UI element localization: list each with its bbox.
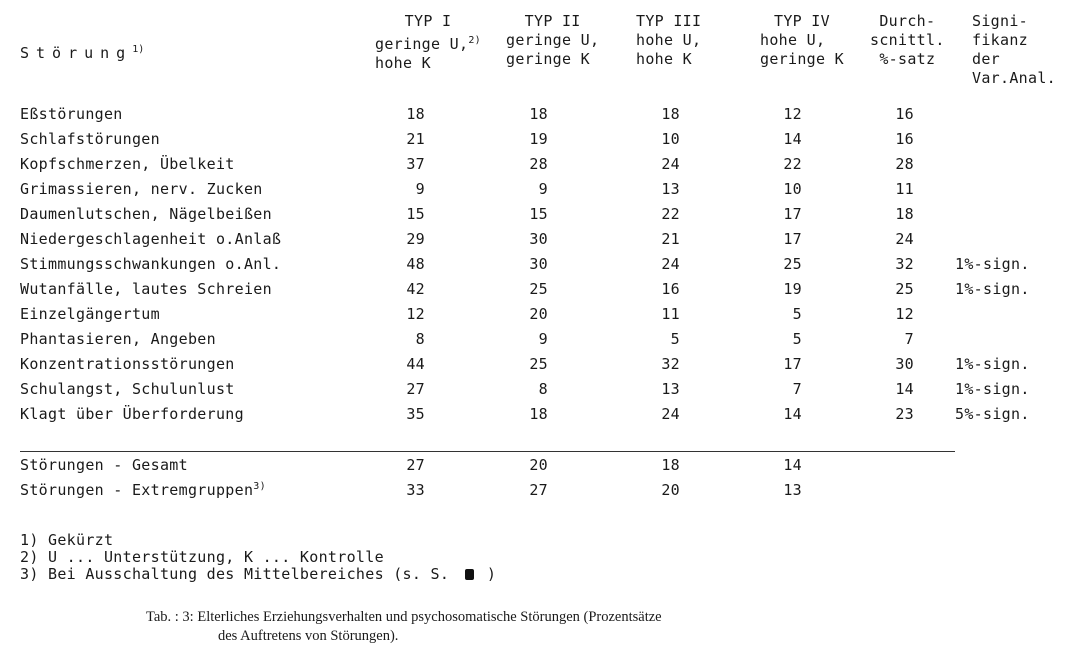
cell-typ-4: 12 — [783, 105, 802, 123]
cell-average: 18 — [895, 205, 914, 223]
cell-typ-3: 11 — [661, 305, 680, 323]
cell-average: 16 — [895, 105, 914, 123]
row-label: Schulangst, Schulunlust — [20, 380, 235, 398]
cell-typ-4: 7 — [792, 380, 802, 398]
cell-typ-3: 16 — [661, 280, 680, 298]
row-label: Schlafstörungen — [20, 130, 160, 148]
cell-typ-1: 9 — [415, 180, 425, 198]
cell-typ-2: 30 — [529, 230, 548, 248]
cell-typ-3: 24 — [661, 405, 680, 423]
cell-significance: 1%-sign. — [955, 280, 1030, 298]
cell-typ-1: 12 — [406, 305, 425, 323]
cell-significance: 5%-sign. — [955, 405, 1030, 423]
typ-2-line2: geringe K — [506, 50, 590, 68]
cell-typ-3: 24 — [661, 155, 680, 173]
row-label: Einzelgängertum — [20, 305, 160, 323]
footnote-3-close: ) — [486, 565, 497, 583]
table-row — [0, 155, 1072, 179]
column-header-typ-3 — [636, 12, 701, 69]
cell-typ-2: 20 — [529, 305, 548, 323]
cell-average: 32 — [895, 255, 914, 273]
cell-typ-2: 15 — [529, 205, 548, 223]
cell-typ-1: 27 — [406, 380, 425, 398]
cell-typ-3: 13 — [661, 180, 680, 198]
cell-typ-2: 19 — [529, 130, 548, 148]
cell-typ-2: 9 — [538, 330, 548, 348]
cell-typ-3: 22 — [661, 205, 680, 223]
cell-typ-3: 24 — [661, 255, 680, 273]
cell-typ-3: 13 — [661, 380, 680, 398]
typ-2-title: TYP II — [524, 12, 581, 30]
table-row — [0, 305, 1072, 329]
typ-2-line1: geringe U, — [506, 31, 600, 49]
cell-typ-1: 15 — [406, 205, 425, 223]
caption-line2: des Auftretens von Störungen). — [218, 628, 399, 644]
cell-typ-2: 8 — [538, 380, 548, 398]
cell-average: 24 — [895, 230, 914, 248]
table-row — [0, 230, 1072, 254]
footnote-3-text: 3) Bei Ausschaltung des Mittelbereiches (s. S. — [20, 565, 450, 583]
column-header-stoerung — [20, 44, 144, 62]
cell-typ-4: 14 — [783, 405, 802, 423]
cell-typ-4: 25 — [783, 255, 802, 273]
cell-typ-1: 37 — [406, 155, 425, 173]
typ-3-line1: hohe U, — [636, 31, 702, 49]
cell-typ-2: 18 — [529, 405, 548, 423]
table-row — [0, 405, 1072, 429]
row-label: Phantasieren, Angeben — [20, 330, 216, 348]
typ-1-line2: hohe K — [375, 54, 431, 72]
table-row — [0, 355, 1072, 379]
cell-typ-3: 32 — [661, 355, 680, 373]
row-label: Kopfschmerzen, Übelkeit — [20, 155, 235, 173]
footnote-2: 2) U ... Unterstützung, K ... Kontrolle — [20, 548, 384, 566]
cell-average: 7 — [904, 330, 914, 348]
cell-typ-1: 48 — [406, 255, 425, 273]
row-label: Eßstörungen — [20, 105, 123, 123]
row-label: Störungen - Gesamt — [20, 456, 188, 474]
row-label: Störungen - Extremgruppen$^{3)}$ — [20, 481, 266, 499]
cell-typ-2: 25 — [529, 280, 548, 298]
cell-typ-4: 14 — [783, 130, 802, 148]
cell-typ-4: 17 — [783, 355, 802, 373]
footnote-1: 1) Gekürzt — [20, 531, 114, 549]
caption-line1: Tab. : 3: Elterliches Erziehungsverhalten und psychosomatische Störungen (Prozentsätze — [146, 609, 662, 625]
table-caption — [146, 608, 662, 646]
ink-blot-icon — [465, 569, 474, 580]
table-row — [0, 180, 1072, 204]
column-header-typ-4 — [760, 12, 844, 69]
footnote-ref: 3) — [253, 481, 266, 492]
typ-1-line1: geringe U,$^{2)}$ — [375, 35, 481, 53]
avg-line2: scnittl. — [870, 31, 945, 49]
table-row — [0, 380, 1072, 404]
cell-typ-1: 35 — [406, 405, 425, 423]
table-row — [0, 330, 1072, 354]
cell-typ-2: 27 — [529, 481, 548, 499]
cell-typ-4: 10 — [783, 180, 802, 198]
cell-typ-1: 27 — [406, 456, 425, 474]
cell-typ-4: 22 — [783, 155, 802, 173]
cell-average: 16 — [895, 130, 914, 148]
cell-typ-2: 25 — [529, 355, 548, 373]
typ-4-title: TYP IV — [773, 12, 830, 30]
cell-significance: 1%-sign. — [955, 380, 1030, 398]
cell-average: 23 — [895, 405, 914, 423]
divider — [20, 451, 955, 452]
cell-typ-3: 10 — [661, 130, 680, 148]
cell-typ-1: 44 — [406, 355, 425, 373]
column-header-significance — [972, 12, 1056, 88]
column-header-typ-2 — [506, 12, 599, 69]
cell-average: 30 — [895, 355, 914, 373]
cell-significance: 1%-sign. — [955, 355, 1030, 373]
footnote-ref: 2) — [468, 35, 481, 46]
cell-typ-3: 20 — [661, 481, 680, 499]
typ-4-line1: hohe U, — [760, 31, 826, 49]
typ-3-line2: hohe K — [636, 50, 692, 68]
avg-line1: Durch- — [879, 12, 936, 30]
cell-typ-3: 5 — [670, 330, 680, 348]
row-label: Grimassieren, nerv. Zucken — [20, 180, 263, 198]
totals-row — [0, 481, 1072, 505]
cell-typ-4: 5 — [792, 330, 802, 348]
table-row — [0, 205, 1072, 229]
cell-typ-3: 21 — [661, 230, 680, 248]
cell-typ-2: 20 — [529, 456, 548, 474]
cell-typ-4: 14 — [783, 456, 802, 474]
cell-typ-2: 9 — [538, 180, 548, 198]
cell-average: 28 — [895, 155, 914, 173]
cell-typ-4: 5 — [792, 305, 802, 323]
table-row — [0, 255, 1072, 279]
row-label: Klagt über Überforderung — [20, 405, 244, 423]
table-row — [0, 105, 1072, 129]
cell-typ-1: 21 — [406, 130, 425, 148]
cell-typ-1: 18 — [406, 105, 425, 123]
cell-typ-1: 42 — [406, 280, 425, 298]
cell-typ-4: 19 — [783, 280, 802, 298]
row-label: Daumenlutschen, Nägelbeißen — [20, 205, 272, 223]
cell-typ-3: 18 — [661, 105, 680, 123]
typ-3-title: TYP III — [636, 12, 702, 30]
cell-typ-2: 18 — [529, 105, 548, 123]
column-header-typ-1 — [375, 12, 481, 73]
row-label: Wutanfälle, lautes Schreien — [20, 280, 272, 298]
table-row — [0, 130, 1072, 154]
typ-4-line2: geringe K — [760, 50, 844, 68]
totals-row — [0, 456, 1072, 480]
table-row — [0, 280, 1072, 304]
avg-line3: %-satz — [879, 50, 936, 68]
footnote-3 — [20, 565, 496, 583]
row-label: Niedergeschlagenheit o.Anlaß — [20, 230, 282, 248]
cell-average: 25 — [895, 280, 914, 298]
sig-line3: der — [972, 50, 1000, 68]
cell-significance: 1%-sign. — [955, 255, 1030, 273]
cell-typ-1: 29 — [406, 230, 425, 248]
typ-1-title: TYP I — [404, 12, 452, 30]
cell-typ-4: 17 — [783, 205, 802, 223]
stoerung-label: Störung — [20, 44, 133, 62]
row-label: Konzentrationsstörungen — [20, 355, 235, 373]
cell-average: 14 — [895, 380, 914, 398]
cell-typ-2: 28 — [529, 155, 548, 173]
cell-typ-2: 30 — [529, 255, 548, 273]
cell-typ-4: 17 — [783, 230, 802, 248]
sig-line1: Signi- — [972, 12, 1028, 30]
footnote-ref: 1) — [132, 44, 145, 55]
cell-average: 11 — [895, 180, 914, 198]
column-header-average — [870, 12, 945, 69]
sig-line4: Var.Anal. — [972, 69, 1056, 87]
cell-average: 12 — [895, 305, 914, 323]
cell-typ-1: 33 — [406, 481, 425, 499]
cell-typ-3: 18 — [661, 456, 680, 474]
row-label: Stimmungsschwankungen o.Anl. — [20, 255, 282, 273]
cell-typ-1: 8 — [415, 330, 425, 348]
sig-line2: fikanz — [972, 31, 1028, 49]
cell-typ-4: 13 — [783, 481, 802, 499]
